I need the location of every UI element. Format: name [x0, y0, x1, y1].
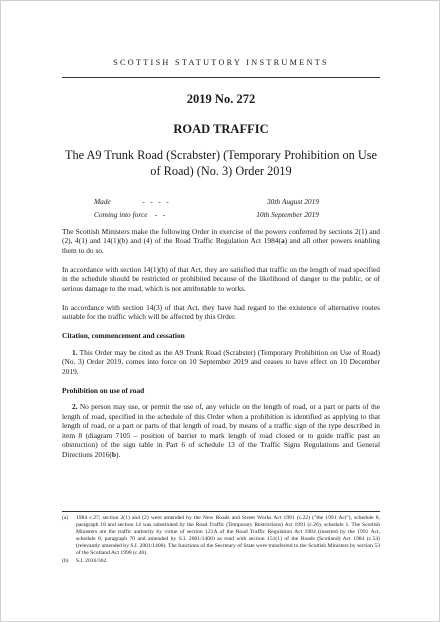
- instrument-number: 2019 No. 272: [186, 92, 256, 106]
- commencement-date: 10th September 2019: [256, 210, 319, 219]
- article-1: 1. This Order may be cited as the A9 Trunk Road (Scrabster) (Temporary Prohibition on Use of Road) (No. 3) Order 2019, comes into force on 10 September 2019 and ceases to have effect on 10 December 2019.: [62, 347, 380, 376]
- footnote-rule: [62, 511, 380, 512]
- section-heading-prohibition: Prohibition on use of road: [62, 386, 145, 396]
- footnote-text: 1984 c.27; section 2(1) and (2) were amended by the New Roads and Street Works Act 1991 (c.22) ("the 1991 Act"), schedule 8, paragraph 18 and section 14 was substituted by the Road Traffic (Temporary Restrictions) Act 1991 (c.26), schedule 1. The Scottish Ministers are the traffic authority by virtue of section 121A of the Road Traffic Regulation Act 1984 (inserted by the 1991 Act, schedule 8, paragraph 70 and amended by S.I. 2001/1400) as read with section 151(1) of the Roads (Scotland) Act 1984 (c.54) (relevantly amended by S.I. 2001/1400). The functions of the Secretary of State were transferred to the Scottish Ministers by section 53 of the Scotland Act 1998 (c.46).: [76, 515, 380, 557]
- made-date-row: [94, 197, 319, 210]
- commencement-date-row: [94, 210, 319, 223]
- article-2: 2. No person may use, or permit the use of, any vehicle on the length of road, or a part or parts of the length of road, specified in the schedule of this Order when a prohibition is identified as applying to that length of road, or a part or parts of that length of road, by means of a traffic sign of the type described in item 8 (diagram 7105 – position of barrier to mark length of road closed or to guide traffic past an obstruction) of the sign table in Part 6 of schedule 13 of the Traffic Signs Regulations and General Directions 2016(b).: [62, 402, 380, 459]
- footnote-b: [62, 558, 380, 565]
- made-date: 30th August 2019: [266, 197, 319, 206]
- footnote-mark: (a): [62, 515, 69, 521]
- preamble-paragraph: In accordance with section 14(3) of that Act, they have had regard to the existence of alternative routes suitable for the traffic which will be affected by this Order.: [62, 302, 380, 322]
- footnote-text: S.I. 2016/362.: [76, 557, 108, 564]
- footnote-ref-a[interactable]: a: [280, 236, 285, 246]
- dates-block: [94, 197, 319, 223]
- made-dots: - - - -: [142, 197, 169, 206]
- preamble-paragraph: The Scottish Ministers make the following Order in exercise of the powers conferred by sections 2(1) and (2), 4(1) and 14(1)(b) and (4) of the Road Traffic Regulation Act 1984(a) and all other powers enabling them to do so.: [62, 227, 380, 255]
- commencement-label: Coming into force - -: [94, 210, 166, 219]
- made-label: Made - - - -: [94, 197, 169, 206]
- subject-heading: ROAD TRAFFIC: [173, 122, 269, 136]
- preamble-paragraph: In accordance with section 14(1)(b) of that Act, they are satisfied that traffic on the length of road specified in the schedule should be restricted or prohibited because of the likelihood of danger to the public, or of serious damage to the road, which is not attributable to works.: [62, 264, 380, 293]
- section-heading-citation: Citation, commencement and cessation: [62, 331, 185, 341]
- footnote-ref-b[interactable]: b: [111, 449, 117, 459]
- footnotes: [62, 515, 380, 565]
- footnote-a: [62, 515, 380, 558]
- order-body: [62, 227, 380, 469]
- footnote-mark: (b): [62, 557, 69, 564]
- order-title: The A9 Trunk Road (Scrabster) (Temporary Prohibition on Use of Road) (No. 3) Order 2019: [65, 148, 377, 178]
- series-heading: SCOTTISH STATUTORY INSTRUMENTS: [113, 58, 329, 67]
- series-rule: [62, 77, 380, 78]
- commencement-dots: - -: [154, 210, 166, 219]
